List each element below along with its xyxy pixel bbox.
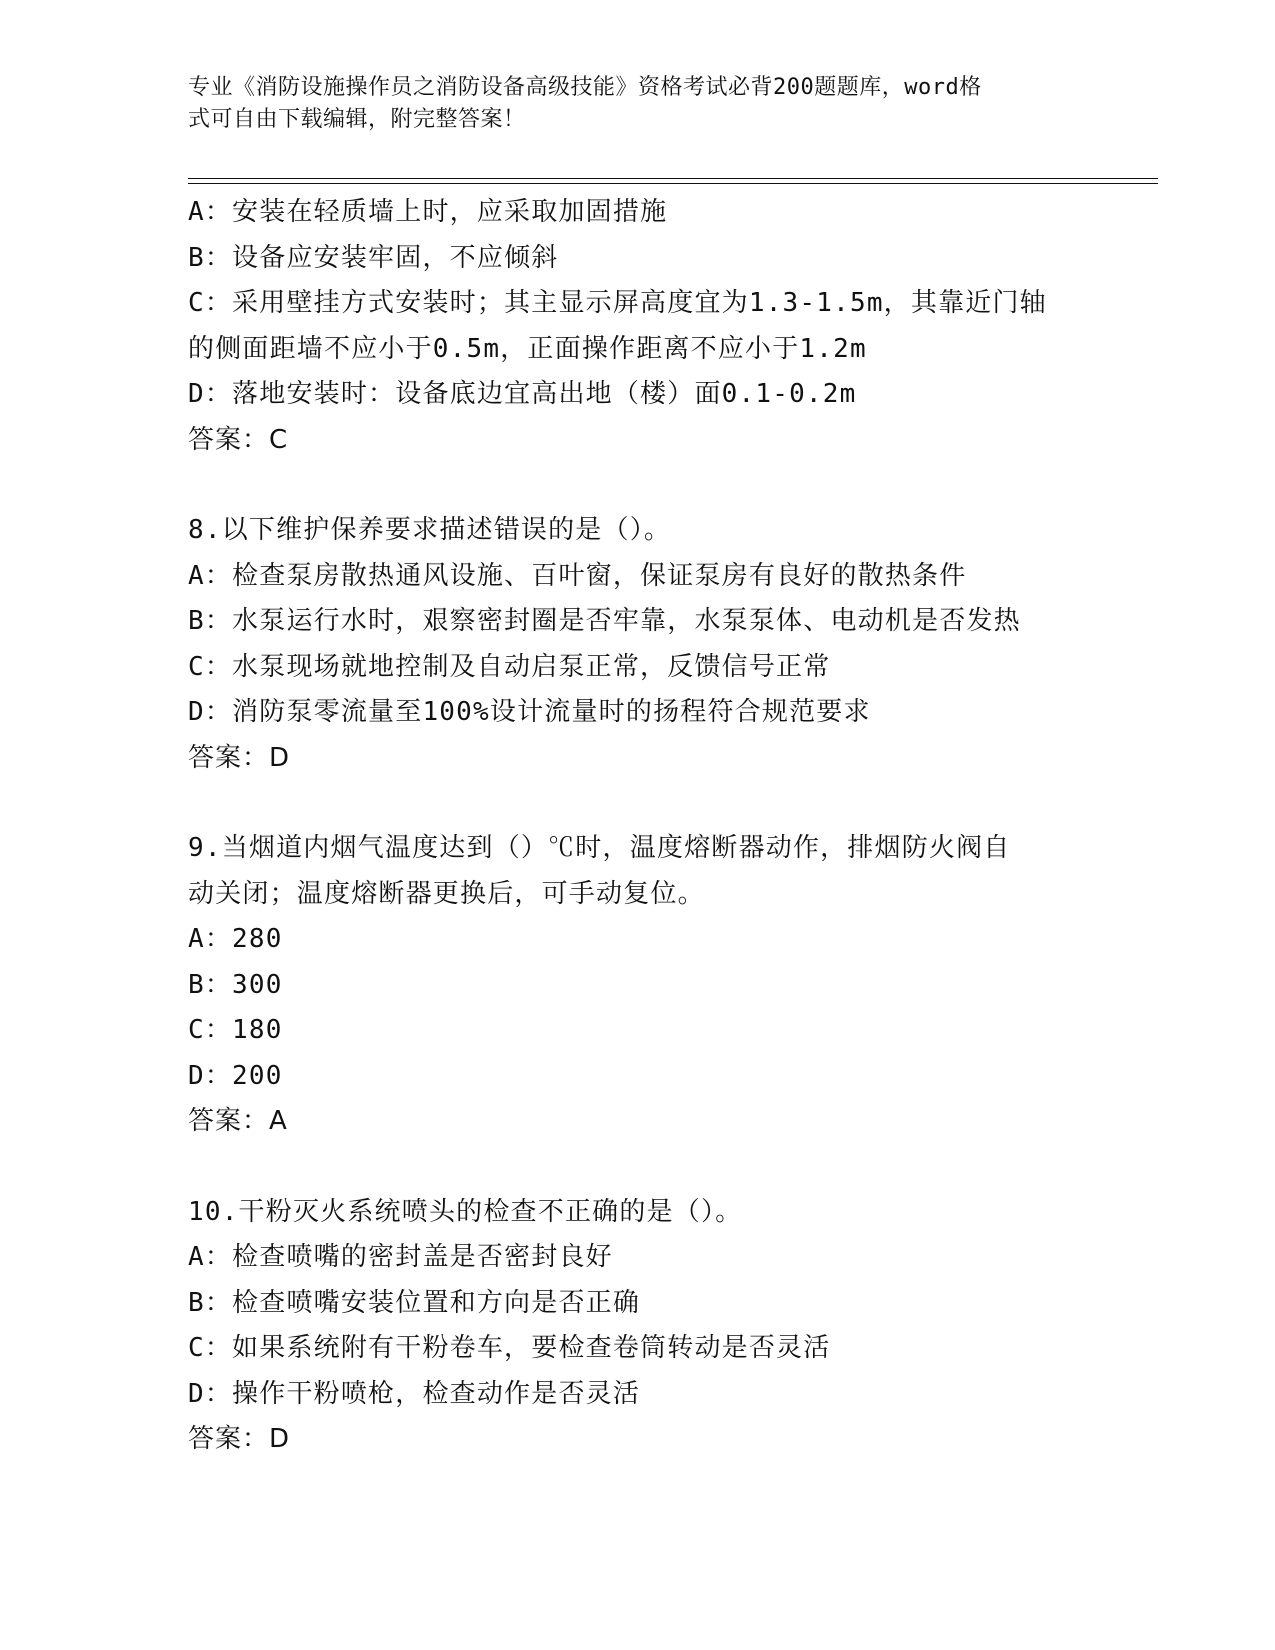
- option-c: C：180: [188, 1015, 283, 1045]
- option-d: D：落地安装时：设备底边宜高出地（楼）面0.1-0.2m: [188, 379, 857, 409]
- header-line-1: 专业《消防设施操作员之消防设备高级技能》资格考试必背200题题库，word格: [188, 75, 982, 100]
- option-c-line-2: 的侧面距墙不应小于0.5m，正面操作距离不应小于1.2m: [188, 333, 867, 364]
- document-header: [188, 72, 1078, 136]
- option-d: D：200: [188, 1060, 283, 1091]
- option-a: A：安装在轻质墙上时，应采取加固措施: [188, 197, 668, 227]
- option-c: C：水泵现场就地控制及自动启泵正常，反馈信号正常: [188, 651, 831, 682]
- spacer: [188, 463, 1088, 508]
- question-7-options: [188, 190, 1088, 463]
- question-stem-line-2: 动关闭；温度熔断器更换后，可手动复位。: [188, 878, 705, 909]
- option-d: D：消防泵零流量至100%设计流量时的扬程符合规范要求: [188, 697, 871, 727]
- question-stem-line-1: 9.当烟道内烟气温度达到（）℃时，温度熔断器动作，排烟防火阀自: [188, 833, 1011, 863]
- answer: 答案：C: [188, 424, 289, 455]
- option-d: D：操作干粉喷枪，检查动作是否灵活: [188, 1378, 641, 1409]
- spacer: [188, 1145, 1088, 1190]
- question-9: [188, 826, 1088, 1145]
- document-body: [188, 190, 1088, 1463]
- spacer: [188, 781, 1088, 826]
- question-8: [188, 508, 1088, 781]
- option-a: A：检查泵房散热通风设施、百叶窗，保证泵房有良好的散热条件: [188, 560, 967, 591]
- question-stem: 10.干粉灭火系统喷头的检查不正确的是（）。: [188, 1196, 743, 1227]
- option-b: B：设备应安装牢固，不应倾斜: [188, 242, 559, 273]
- option-c: C：如果系统附有干粉卷车，要检查卷筒转动是否灵活: [188, 1333, 831, 1363]
- option-a: A：280: [188, 924, 283, 954]
- option-b: B：检查喷嘴安装位置和方向是否正确: [188, 1287, 641, 1318]
- option-c-line-1: C：采用壁挂方式安装时；其主显示屏高度宜为1.3-1.5m，其靠近门轴: [188, 288, 1047, 318]
- option-b: B：300: [188, 969, 283, 1000]
- answer: 答案：D: [188, 1424, 291, 1454]
- answer: 答案：D: [188, 742, 291, 773]
- header-divider-bottom: [188, 183, 1158, 184]
- option-a: A：检查喷嘴的密封盖是否密封良好: [188, 1242, 613, 1272]
- header-divider-top: [188, 178, 1158, 179]
- option-b: B：水泵运行水时，艰察密封圈是否牢靠，水泵泵体、电动机是否发热: [188, 606, 1021, 636]
- question-stem: 8.以下维护保养要求描述错误的是（）。: [188, 515, 672, 545]
- question-10: [188, 1190, 1088, 1463]
- header-line-2: 式可自由下载编辑，附完整答案！: [188, 107, 526, 132]
- answer: 答案：A: [188, 1106, 288, 1136]
